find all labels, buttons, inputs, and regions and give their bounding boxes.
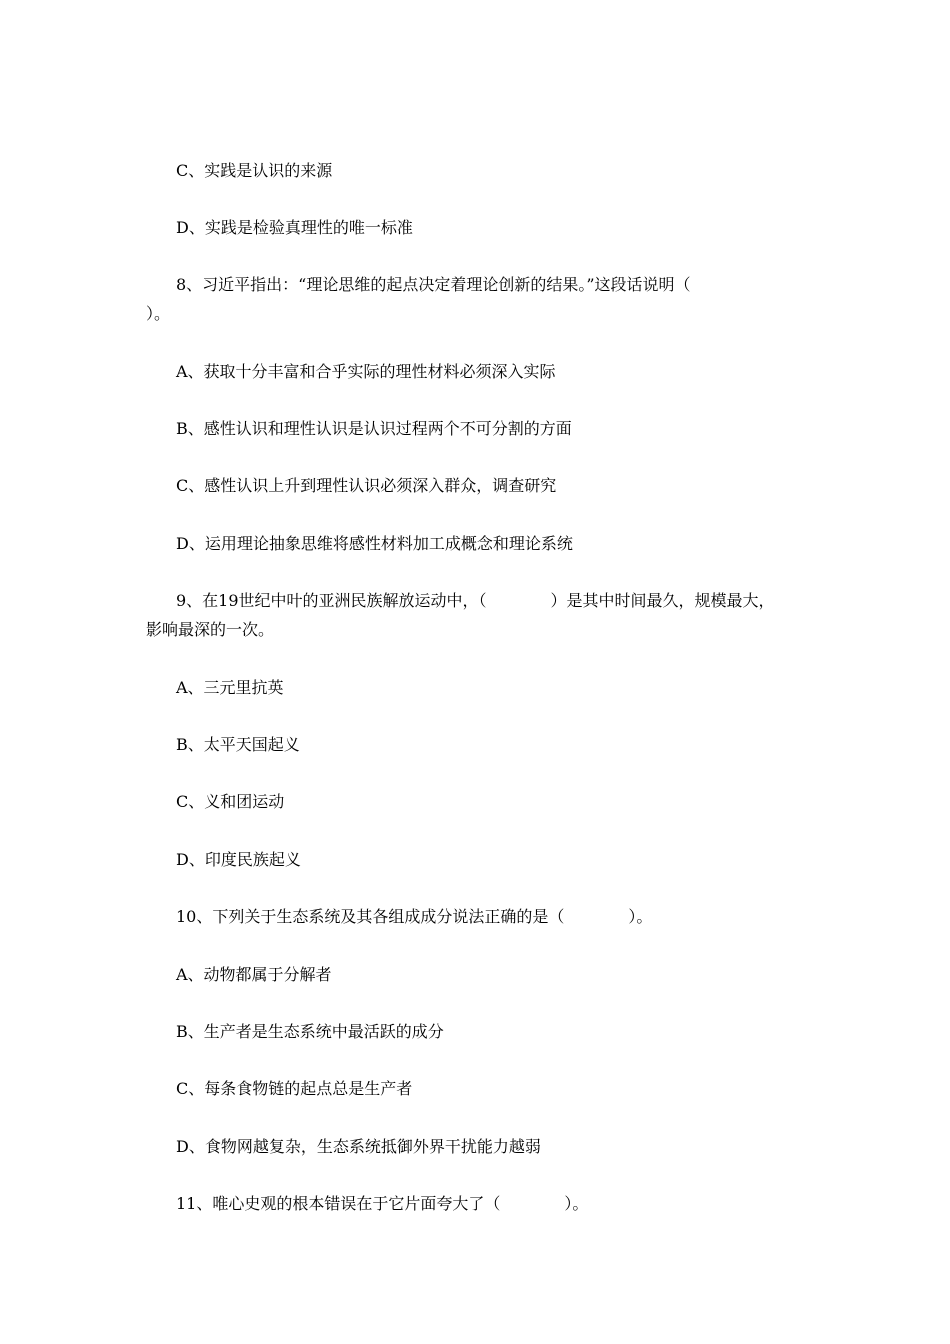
option-8a: A、获取十分丰富和合乎实际的理性材料必须深入实际 (176, 362, 556, 381)
question-8-stem: 8、习近平指出：“理论思维的起点决定着理论创新的结果。”这段话说明（ (176, 275, 691, 294)
option-8d: D、运用理论抽象思维将感性材料加工成概念和理论系统 (176, 534, 573, 553)
option-10a: A、动物都属于分解者 (176, 965, 332, 984)
option-10b: B、生产者是生态系统中最活跃的成分 (176, 1022, 444, 1041)
question-11-stem: 11、唯心史观的根本错误在于它片面夸大了（ ）。 (176, 1194, 589, 1213)
question-10-stem: 10、下列关于生态系统及其各组成成分说法正确的是（ ）。 (176, 907, 653, 926)
option-9c: C、义和团运动 (176, 792, 285, 811)
option-8b: B、感性认识和理性认识是认识过程两个不可分割的方面 (176, 419, 572, 438)
option-10c: C、每条食物链的起点总是生产者 (176, 1079, 413, 1098)
option-9a: A、三元里抗英 (176, 678, 284, 697)
question-9-stem-continued: 影响最深的一次。 (146, 620, 275, 639)
option-9b: B、太平天国起义 (176, 735, 300, 754)
option-8c: C、感性认识上升到理性认识必须深入群众，调查研究 (176, 476, 557, 495)
option-9d: D、印度民族起义 (176, 850, 301, 869)
question-9-stem: 9、在19世纪中叶的亚洲民族解放运动中，（ ）是其中时间最久，规模最大， (176, 591, 775, 610)
option-10d: D、食物网越复杂，生态系统抵御外界干扰能力越弱 (176, 1137, 541, 1156)
question-8-stem-continued: ）。 (146, 304, 171, 323)
option-7c: C、实践是认识的来源 (176, 161, 333, 180)
option-7d: D、实践是检验真理性的唯一标准 (176, 218, 413, 237)
